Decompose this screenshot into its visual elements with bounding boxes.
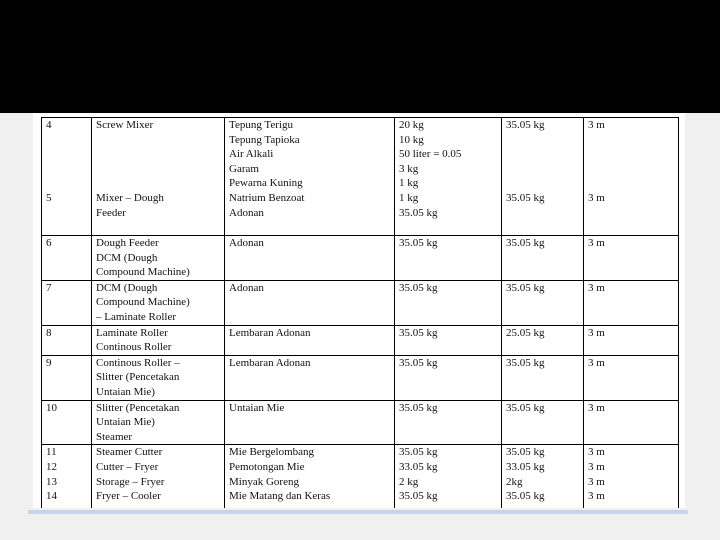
cell-line: 35.05 kg	[399, 490, 438, 503]
cell-line: 10 kg	[399, 133, 424, 146]
cell-line: Garam	[229, 162, 259, 175]
cell-line: 35.05 kg	[506, 281, 545, 294]
cell-line: Mixer – Dough	[96, 191, 164, 204]
cell-line: 35.05 kg	[506, 356, 545, 369]
cell-line: 35.05 kg	[506, 446, 545, 459]
cell-line: Slitter (Pencetakan	[96, 401, 180, 414]
cell-time	[584, 400, 679, 445]
cell-line	[46, 147, 87, 162]
cell-line: 35.05 kg	[506, 191, 545, 204]
document-page	[33, 113, 685, 508]
cell-material	[225, 118, 395, 236]
cell-time	[584, 280, 679, 325]
cell-material	[225, 236, 395, 281]
cell-line: 33.05 kg	[399, 460, 438, 473]
footer-divider	[28, 510, 688, 514]
cell-line: Lembaran Adonan	[229, 356, 311, 369]
cell-output	[502, 355, 584, 400]
table-row	[42, 236, 679, 281]
cell-line: Compound Machine)	[96, 266, 190, 279]
cell-time	[584, 325, 679, 355]
cell-material	[225, 400, 395, 445]
cell-line: 35.05 kg	[399, 401, 438, 414]
cell-line: 3 m	[588, 460, 605, 473]
cell-line: Untaian Mie)	[96, 385, 155, 398]
cell-line: Storage – Fryer	[96, 475, 165, 488]
cell-line: 3 m	[588, 356, 605, 369]
cell-time	[584, 118, 679, 236]
table-row	[42, 280, 679, 325]
cell-line: Fryer – Cooler	[96, 490, 161, 503]
cell-line	[588, 176, 674, 191]
cell-line: 3 m	[588, 475, 605, 488]
cell-line	[46, 133, 87, 148]
cell-line: 14	[46, 490, 57, 503]
cell-line	[96, 162, 220, 177]
cell-line: 3 m	[588, 326, 605, 339]
cell-line: – Laminate Roller	[96, 310, 177, 323]
cell-input	[395, 280, 502, 325]
cell-num	[42, 280, 92, 325]
cell-line: Continous Roller –	[96, 356, 180, 369]
cell-line: Minyak Goreng	[229, 475, 299, 488]
cell-line: 4	[46, 119, 52, 131]
cell-line: 5	[46, 191, 52, 204]
process-table	[41, 117, 679, 508]
cell-line	[96, 147, 220, 162]
cell-line: 20 kg	[399, 119, 424, 131]
cell-line: Untaian Mie)	[96, 416, 155, 429]
cell-time	[584, 445, 679, 508]
cell-line: 13	[46, 475, 57, 488]
cell-output	[502, 280, 584, 325]
cell-machine	[92, 400, 225, 445]
cell-line: 3 m	[588, 237, 605, 249]
cell-line: 3 m	[588, 281, 605, 294]
cell-input	[395, 325, 502, 355]
table-row	[42, 400, 679, 445]
cell-line	[506, 133, 579, 148]
cell-time	[584, 355, 679, 400]
cell-input	[395, 400, 502, 445]
cell-num	[42, 400, 92, 445]
cell-material	[225, 355, 395, 400]
cell-line: 3 kg	[399, 162, 419, 175]
cell-line: Steamer Cutter	[96, 446, 163, 459]
cell-machine	[92, 325, 225, 355]
cell-line	[46, 162, 87, 177]
cell-line	[506, 176, 579, 191]
cell-output	[502, 118, 584, 236]
cell-machine	[92, 445, 225, 508]
cell-line: 1 kg	[399, 177, 419, 190]
cell-line: 35.05 kg	[399, 356, 438, 369]
cell-material	[225, 445, 395, 508]
table-row	[42, 118, 679, 236]
cell-line: 2 kg	[399, 475, 419, 488]
cell-line: Screw Mixer	[96, 119, 154, 131]
cell-num	[42, 355, 92, 400]
cell-machine	[92, 118, 225, 236]
cell-line	[506, 162, 579, 177]
cell-line: Laminate Roller	[96, 326, 168, 339]
cell-line: Steamer	[96, 430, 133, 443]
cell-line: Continous Roller	[96, 341, 172, 354]
cell-input	[395, 236, 502, 281]
cell-line	[588, 147, 674, 162]
cell-line: 35.05 kg	[506, 401, 545, 414]
cell-line	[96, 133, 220, 148]
cell-line: Adonan	[229, 281, 264, 294]
cell-line: 35.05 kg	[506, 490, 545, 503]
table-row	[42, 445, 679, 508]
cell-line: 3 m	[588, 446, 605, 459]
cell-line: Tepung Tapioka	[229, 133, 300, 146]
cell-line: Cutter – Fryer	[96, 460, 159, 473]
cell-line: Lembaran Adonan	[229, 326, 311, 339]
cell-line: Tepung Terigu	[229, 119, 293, 131]
cell-time	[584, 236, 679, 281]
table-row	[42, 355, 679, 400]
cell-line: 3 m	[588, 191, 605, 204]
cell-input	[395, 355, 502, 400]
cell-line: 33.05 kg	[506, 460, 545, 473]
cell-machine	[92, 355, 225, 400]
cell-line: DCM (Dough	[96, 281, 158, 294]
cell-line: Mie Matang dan Keras	[229, 490, 331, 503]
cell-output	[502, 400, 584, 445]
cell-line: 50 liter = 0.05	[399, 148, 462, 161]
cell-line	[46, 176, 87, 191]
cell-line: Mie Bergelombang	[229, 446, 315, 459]
cell-line: 7	[46, 281, 52, 294]
cell-line: 35.05 kg	[399, 446, 438, 459]
cell-machine	[92, 280, 225, 325]
cell-output	[502, 325, 584, 355]
cell-line: 35.05 kg	[399, 237, 438, 249]
cell-material	[225, 325, 395, 355]
cell-line: 10	[46, 401, 57, 414]
cell-line	[506, 147, 579, 162]
cell-line: 3 m	[588, 119, 605, 131]
cell-line: 35.05 kg	[399, 326, 438, 339]
cell-input	[395, 445, 502, 508]
cell-line: Untaian Mie	[229, 401, 285, 414]
cell-line	[96, 176, 220, 191]
cell-line: Adonan	[229, 237, 264, 249]
cell-line: 35.05 kg	[399, 281, 438, 294]
cell-line: 3 m	[588, 490, 605, 503]
cell-line: 1 kg	[399, 191, 419, 204]
cell-line: Slitter (Pencetakan	[96, 371, 180, 384]
cell-num	[42, 325, 92, 355]
cell-num	[42, 445, 92, 508]
cell-line: Natrium Benzoat	[229, 191, 305, 204]
cell-line: 6	[46, 237, 52, 249]
cell-line: 25.05 kg	[506, 326, 545, 339]
cell-line: Pemotongan Mie	[229, 460, 305, 473]
cell-line: Pewarna Kuning	[229, 177, 303, 190]
cell-num	[42, 236, 92, 281]
cell-line: 3 m	[588, 401, 605, 414]
cell-line: 35.05 kg	[506, 237, 545, 249]
cell-num	[42, 118, 92, 236]
cell-line	[588, 133, 674, 148]
cell-line: Adonan	[229, 206, 264, 219]
cell-line: Feeder	[96, 206, 126, 219]
cell-line: 11	[46, 446, 57, 459]
cell-output	[502, 236, 584, 281]
cell-line: Dough Feeder	[96, 237, 159, 249]
cell-line: Compound Machine)	[96, 296, 190, 309]
cell-line: Air Alkali	[229, 148, 274, 161]
slide-title-bar	[0, 0, 720, 113]
cell-line: DCM (Dough	[96, 251, 158, 264]
cell-machine	[92, 236, 225, 281]
cell-line: 2kg	[506, 475, 523, 488]
cell-line: 35.05 kg	[399, 206, 438, 219]
cell-line: 9	[46, 356, 52, 369]
table-row	[42, 325, 679, 355]
cell-line	[588, 162, 674, 177]
cell-output	[502, 445, 584, 508]
cell-input	[395, 118, 502, 236]
cell-line: 12	[46, 460, 57, 473]
cell-line: 8	[46, 326, 52, 339]
cell-material	[225, 280, 395, 325]
cell-line: 35.05 kg	[506, 119, 545, 131]
